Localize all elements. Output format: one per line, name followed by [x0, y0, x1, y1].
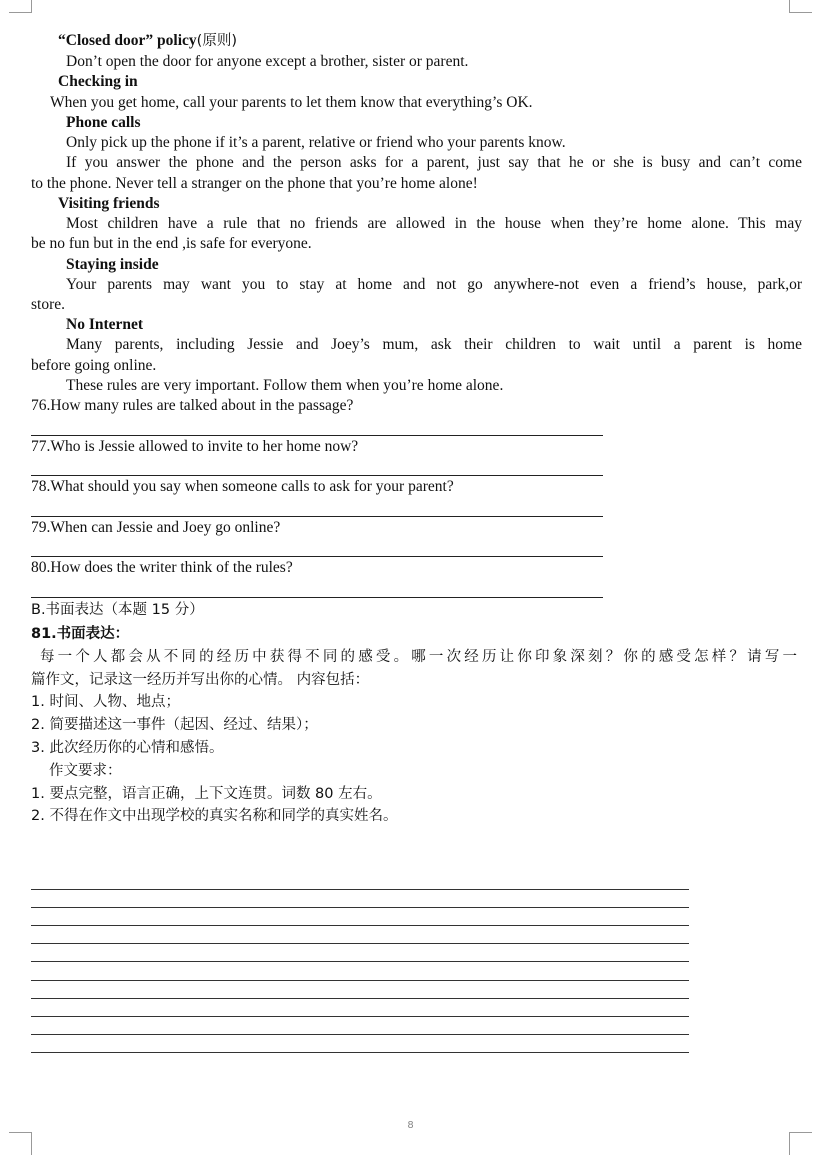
rule-text: These rules are very important. Follow them when you’re home alone. — [66, 377, 504, 394]
content-item: 3. 此次经历你的心情和感悟。 — [31, 740, 224, 756]
answer-line-78[interactable] — [31, 516, 603, 517]
requirements-title: 作文要求： — [49, 763, 122, 779]
content-item: 1. 时间、人物、地点； — [31, 694, 180, 710]
crop-mark-bottom-right — [789, 1132, 812, 1155]
question-76: 76.How many rules are talked about in the passage? — [31, 397, 354, 414]
writing-line[interactable] — [31, 1016, 689, 1017]
rule-text: Your parents may want you to stay at home and not go anywhere-not even a friend’s house, park,or — [66, 276, 802, 293]
question-79: 79.When can Jessie and Joey go online? — [31, 519, 281, 536]
rule-text: Many parents, including Jessie and Joey’s mum, ask their children to wait until a parent is home — [66, 336, 802, 353]
writing-line[interactable] — [31, 980, 689, 981]
question-77: 77.Who is Jessie allowed to invite to her home now? — [31, 438, 359, 455]
rule-text: If you answer the phone and the person asks for a parent, just say that he or she is busy and can’t come — [66, 154, 802, 171]
writing-line[interactable] — [31, 961, 689, 962]
writing-line[interactable] — [31, 925, 689, 926]
rule-text: Only pick up the phone if it’s a parent, relative or friend who your parents know. — [66, 134, 566, 151]
writing-line[interactable] — [31, 1052, 689, 1053]
rule-text: When you get home, call your parents to let them know that everything’s OK. — [50, 94, 533, 111]
answer-line-80[interactable] — [31, 597, 603, 598]
rule-heading-phone-calls: Phone calls — [66, 114, 141, 131]
rule-heading-visiting-friends: Visiting friends — [58, 195, 160, 212]
rule-text: before going online. — [31, 357, 157, 374]
writing-line[interactable] — [31, 1034, 689, 1035]
rule-heading-checking-in: Checking in — [58, 73, 138, 90]
requirement-item: 2. 不得在作文中出现学校的真实名称和同学的真实姓名。 — [31, 808, 398, 824]
content-item: 2. 简要描述这一事件（起因、经过、结果）； — [31, 717, 318, 733]
rule-text: to the phone. Never tell a stranger on the phone that you’re home alone! — [31, 175, 478, 192]
section-heading-writing: B.书面表达（本题 15 分） — [31, 602, 204, 618]
task-title-81: 81.书面表达： — [31, 626, 130, 642]
writing-line[interactable] — [31, 889, 689, 890]
rule-text: store. — [31, 296, 66, 313]
rule-heading-staying-inside: Staying inside — [66, 256, 159, 273]
writing-prompt: 每一个人都会从不同的经历中获得不同的感受。哪一次经历让你印象深刻？你的感受怎样？请写一 — [40, 649, 797, 665]
question-78: 78.What should you say when someone calls to ask for your parent? — [31, 478, 454, 495]
rule-text: Most children have a rule that no friends are allowed in the house when they’re home alone. This may — [66, 215, 802, 232]
crop-mark-top-left — [9, 0, 32, 13]
crop-mark-bottom-left — [9, 1132, 32, 1155]
answer-line-77[interactable] — [31, 475, 603, 476]
answer-line-79[interactable] — [31, 556, 603, 557]
writing-prompt: 篇作文，记录这一经历并写出你的心情。 内容包括： — [31, 672, 370, 688]
page-number: 8 — [407, 1120, 414, 1131]
rule-heading-no-internet: No Internet — [66, 316, 144, 333]
writing-line[interactable] — [31, 998, 689, 999]
writing-line[interactable] — [31, 907, 689, 908]
answer-line-76[interactable] — [31, 435, 603, 436]
requirement-item: 1. 要点完整，语言正确，上下文连贯。词数 80 左右。 — [31, 786, 382, 802]
question-80: 80.How does the writer think of the rules? — [31, 559, 293, 576]
rule-heading-closed-door: “Closed door” policy(原则) — [58, 32, 237, 49]
writing-line[interactable] — [31, 943, 689, 944]
rule-text: be no fun but in the end ,is safe for everyone. — [31, 235, 312, 252]
crop-mark-top-right — [789, 0, 812, 13]
rule-text: Don’t open the door for anyone except a brother, sister or parent. — [66, 53, 469, 70]
